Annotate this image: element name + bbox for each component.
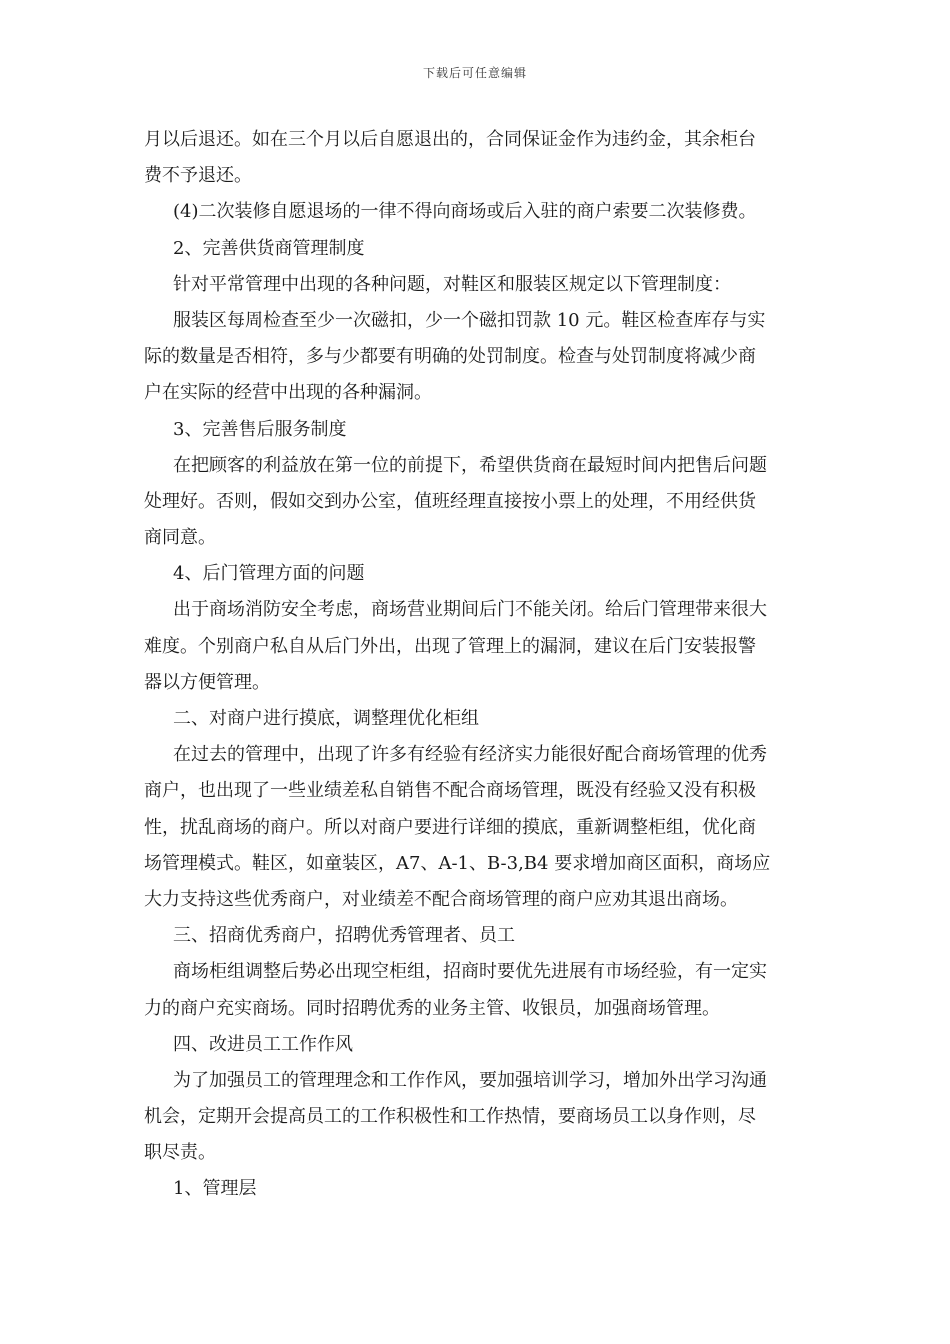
text-line: 难度。个别商户私自从后门外出，出现了管理上的漏洞，建议在后门安装报警 <box>144 635 756 657</box>
text-line: 大力支持这些优秀商户，对业绩差不配合商场管理的商户应劝其退出商场。 <box>144 888 738 910</box>
text-line: (4)二次装修自愿退场的一律不得向商场或后入驻的商户索要二次装修费。 <box>173 201 757 223</box>
text-line: 际的数量是否相符，多与少都要有明确的处罚制度。检查与处罚制度将减少商 <box>144 346 756 368</box>
text-line: 商同意。 <box>144 527 216 549</box>
document-body <box>144 122 808 1208</box>
text-line: 力的商户充实商场。同时招聘优秀的业务主管、收银员，加强商场管理。 <box>144 997 720 1019</box>
text-line: 四、改进员工工作作风 <box>173 1033 353 1055</box>
page-header: 下载后可任意编辑 <box>422 66 527 80</box>
text-line: 1、管理层 <box>173 1178 257 1200</box>
text-line: 户在实际的经营中出现的各种漏洞。 <box>144 382 432 404</box>
text-line: 职尽责。 <box>144 1142 216 1164</box>
text-line: 商场柜组调整后势必出现空柜组，招商时要优先进展有市场经验，有一定实 <box>173 961 767 983</box>
text-line: 费不予退还。 <box>144 165 252 187</box>
text-line: 场管理模式。鞋区，如童装区，A7、A-1、B-3,B4 要求增加商区面积，商场应 <box>144 852 771 874</box>
text-line: 月以后退还。如在三个月以后自愿退出的，合同保证金作为违约金，其余柜台 <box>144 129 756 150</box>
text-line: 器以方便管理。 <box>144 671 270 693</box>
text-line: 4、后门管理方面的问题 <box>173 563 365 585</box>
text-line: 在过去的管理中，出现了许多有经验有经济实力能很好配合商场管理的优秀 <box>173 744 767 766</box>
text-line: 二、对商户进行摸底，调整理优化柜组 <box>173 708 479 729</box>
text-line: 机会，定期开会提高员工的工作积极性和工作热情，要商场员工以身作则，尽 <box>144 1106 756 1128</box>
text-line: 针对平常管理中出现的各种问题，对鞋区和服装区规定以下管理制度： <box>173 273 731 295</box>
text-line: 处理好。否则，假如交到办公室，值班经理直接按小票上的处理，不用经供货 <box>144 490 756 512</box>
text-line: 为了加强员工的管理理念和工作作风，要加强培训学习，增加外出学习沟通 <box>173 1069 767 1091</box>
text-line: 三、招商优秀商户，招聘优秀管理者、员工 <box>173 925 515 947</box>
text-line: 性，扰乱商场的商户。所以对商户要进行详细的摸底，重新调整柜组，优化商 <box>144 816 756 838</box>
text-line: 服装区每周检查至少一次磁扣，少一个磁扣罚款 10 元。鞋区检查库存与实 <box>173 309 766 331</box>
text-line: 2、完善供货商管理制度 <box>173 237 365 259</box>
text-line: 出于商场消防安全考虑，商场营业期间后门不能关闭。给后门管理带来很大 <box>173 599 767 621</box>
text-line: 商户，也出现了一些业绩差私自销售不配合商场管理，既没有经验又没有积极 <box>144 780 756 802</box>
text-line: 在把顾客的利益放在第一位的前提下，希望供货商在最短时间内把售后问题 <box>173 454 767 476</box>
text-line: 3、完善售后服务制度 <box>173 418 347 440</box>
